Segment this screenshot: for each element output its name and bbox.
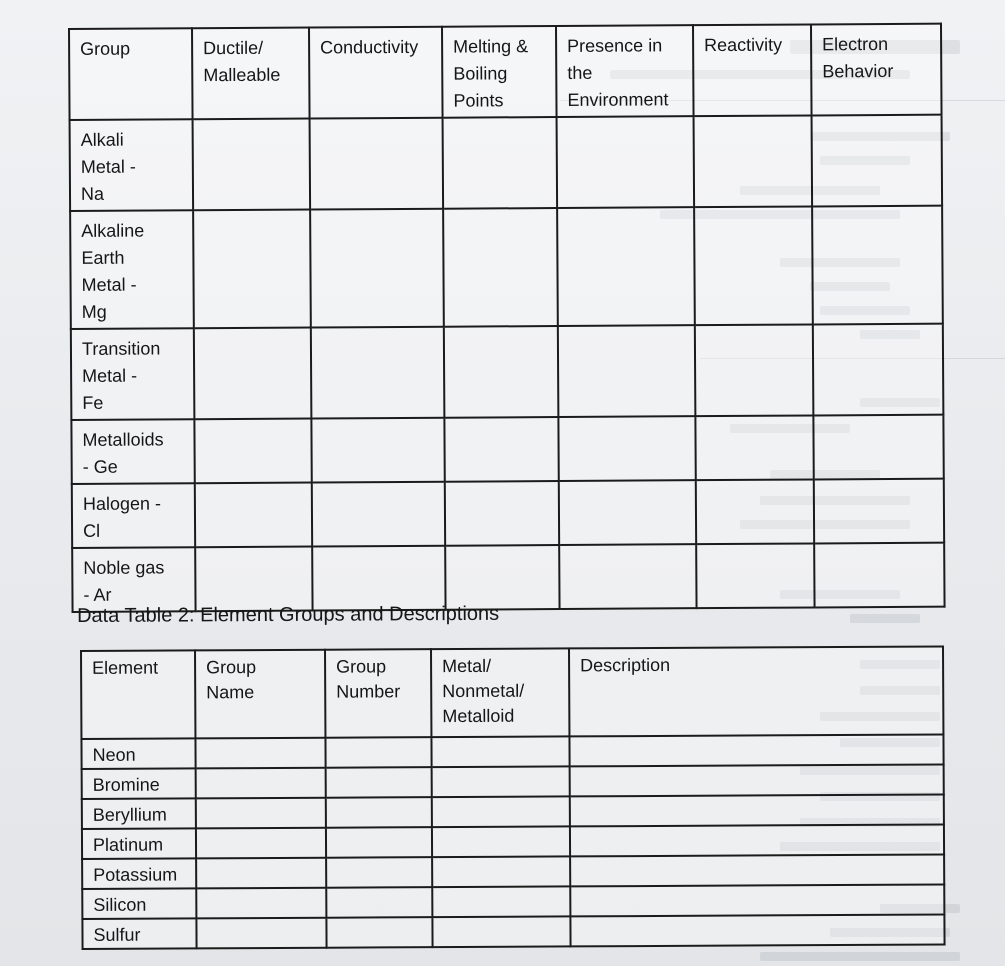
answer-cell[interactable] [558,416,695,481]
answer-cell[interactable] [193,210,311,329]
answer-cell[interactable] [558,325,696,417]
answer-cell[interactable] [326,797,432,828]
answer-cell[interactable] [695,415,813,480]
answer-cell[interactable] [813,415,943,480]
header-metal-nonmetal-metalloid: Metal/ Nonmetal/ Metalloid [431,648,569,737]
table-header-row [81,646,943,739]
group-cell: Alkaline Earth Metal - Mg [70,210,194,329]
table-row [70,115,943,211]
header-element: Element [81,650,195,739]
element-cell: Sulfur [82,918,196,949]
group-cell: Transition Metal - Fe [71,328,195,420]
answer-cell[interactable] [570,914,944,946]
answer-cell[interactable] [814,543,944,608]
table-row [82,794,944,829]
answer-cell[interactable] [326,827,432,858]
answer-cell[interactable] [812,115,943,207]
answer-cell[interactable] [431,736,569,767]
header-electron-behavior: Electron Behavior [811,24,942,116]
answer-cell[interactable] [443,117,558,209]
answer-cell[interactable] [570,824,944,856]
group-cell: Metalloids - Ge [71,419,194,484]
table-header-row [69,24,942,120]
data-table-1 [68,23,946,613]
header-description: Description [569,646,943,736]
answer-cell[interactable] [196,858,326,889]
group-cell: Alkali Metal - Na [70,119,194,211]
answer-cell[interactable] [813,324,944,416]
answer-cell[interactable] [432,826,570,857]
data-table-2 [80,645,946,950]
table-row [82,764,944,799]
answer-cell[interactable] [196,888,326,919]
answer-cell[interactable] [312,546,445,611]
answer-cell[interactable] [432,766,570,797]
header-melting-boiling-points: Melting & Boiling Points [442,26,557,118]
answer-cell[interactable] [694,206,813,325]
element-cell: Potassium [82,858,196,889]
element-cell: Silicon [82,888,196,919]
answer-cell[interactable] [443,208,558,327]
answer-cell[interactable] [432,796,570,827]
answer-cell[interactable] [570,764,944,796]
answer-cell[interactable] [444,326,559,418]
answer-cell[interactable] [195,547,312,612]
answer-cell[interactable] [569,734,943,766]
table-row [71,324,944,420]
table-row [82,884,944,919]
answer-cell[interactable] [570,854,944,886]
answer-cell[interactable] [196,828,326,859]
answer-cell[interactable] [432,916,570,947]
table-row [82,854,944,889]
answer-cell[interactable] [310,209,444,328]
table-row [71,415,943,484]
answer-cell[interactable] [326,887,432,918]
table-row [72,543,944,612]
answer-cell[interactable] [570,794,944,826]
table-row [82,824,944,859]
answer-cell[interactable] [311,418,444,483]
table-2-caption: Data Table 2: Element Groups and Descriptions [77,602,500,627]
answer-cell[interactable] [325,737,431,768]
answer-cell[interactable] [557,116,695,208]
answer-cell[interactable] [694,115,813,207]
answer-cell[interactable] [432,856,570,887]
header-conductivity: Conductivity [309,27,443,119]
answer-cell[interactable] [445,545,559,610]
group-cell: Halogen - Cl [72,483,195,548]
answer-cell[interactable] [311,327,445,419]
answer-cell[interactable] [196,798,326,829]
answer-cell[interactable] [570,884,944,916]
group-cell: Noble gas - Ar [72,547,195,612]
answer-cell[interactable] [193,119,311,211]
answer-cell[interactable] [445,481,559,546]
answer-cell[interactable] [326,857,432,888]
answer-cell[interactable] [696,543,814,608]
header-reactivity: Reactivity [693,24,812,116]
answer-cell[interactable] [195,483,312,548]
header-group-number: Group Number [325,649,431,738]
table-row [81,734,943,769]
element-cell: Beryllium [82,798,196,829]
answer-cell[interactable] [195,738,325,769]
table-row [72,479,944,548]
table-row [82,914,944,949]
answer-cell[interactable] [310,118,444,210]
answer-cell[interactable] [695,324,814,416]
answer-cell[interactable] [194,328,312,420]
answer-cell[interactable] [432,886,570,917]
answer-cell[interactable] [312,482,445,547]
element-cell: Bromine [82,768,196,799]
element-cell: Neon [81,738,195,769]
header-presence-in-environment: Presence in the Environment [556,25,694,117]
answer-cell[interactable] [194,419,311,484]
header-group: Group [69,28,193,120]
answer-cell[interactable] [326,917,432,948]
header-ductile-malleable: Ductile/ Malleable [192,28,310,120]
answer-cell[interactable] [812,206,943,325]
answer-cell[interactable] [444,417,558,482]
element-cell: Platinum [82,828,196,859]
answer-cell[interactable] [196,918,326,949]
answer-cell[interactable] [326,767,432,798]
answer-cell[interactable] [557,207,695,326]
answer-cell[interactable] [196,768,326,799]
answer-cell[interactable] [696,479,814,544]
header-group-name: Group Name [195,650,325,739]
answer-cell[interactable] [559,480,696,545]
answer-cell[interactable] [559,544,696,609]
answer-cell[interactable] [814,479,944,544]
table-row [70,206,943,329]
